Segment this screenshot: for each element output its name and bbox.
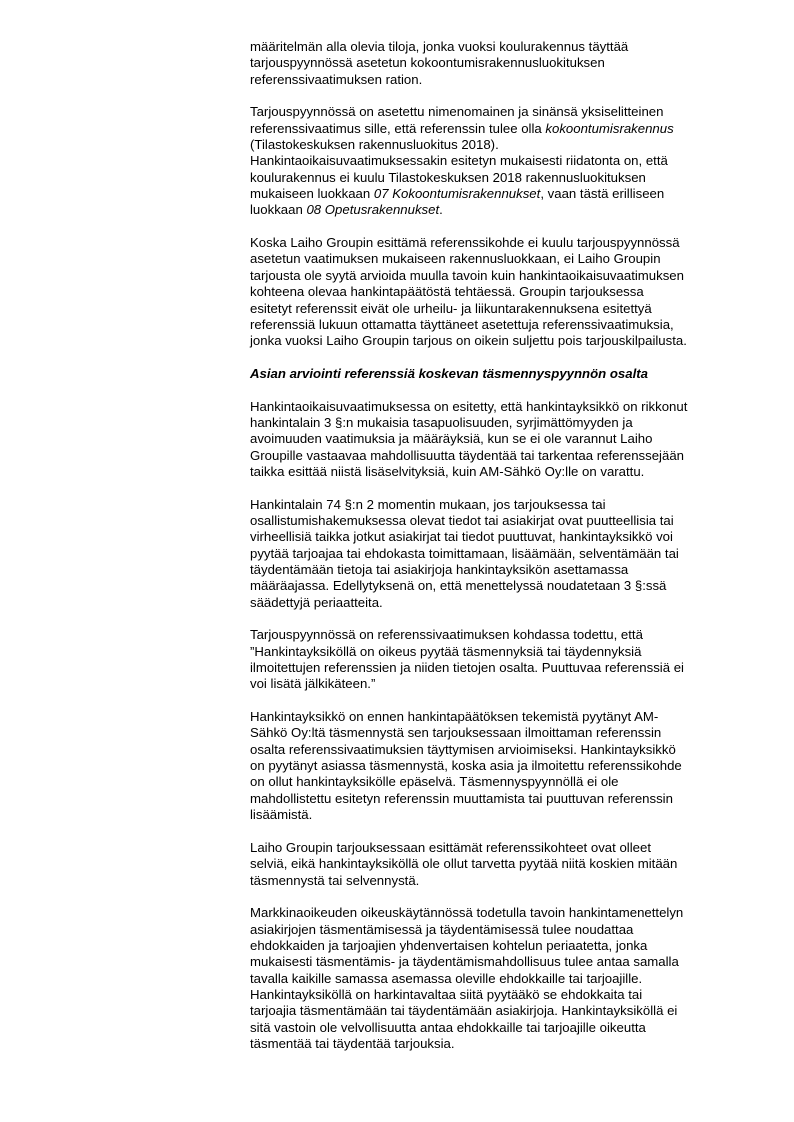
text-line: tarjouspyynnössä asetetun kokoontumisrakennusluokituksen: [250, 55, 605, 71]
text-line: [250, 186, 750, 202]
text-line: Hankintaoikaisuvaatimuksessa on esitetty, että hankintayksikkö on rikkonut: [250, 398, 688, 414]
paragraph-laiho-group-reference: [250, 235, 750, 349]
text-line: Koska Laiho Groupin esittämä referenssikohde ei kuulu tarjouspyynnössä: [250, 235, 680, 251]
text-line: referenssivaatimuksen ration.: [250, 71, 423, 87]
text-segment: referenssivaatimus sille, että referenssin tulee olla: [250, 120, 546, 136]
text-line: ilmoitettujen referenssien ja niiden tietojen osalta. Puuttuvaa referenssiä ei: [250, 660, 684, 676]
text-line: Hankintaoikaisuvaatimuksessakin esitetyn mukaisesti riidatonta on, että: [250, 153, 668, 169]
text-line: tarjoajia täsmentämään tai täydentämään asiakirjoja. Hankintayksiköllä ei: [250, 1003, 678, 1019]
emphasis-text: 07 Kokoontumisrakennukset: [373, 186, 541, 202]
document-page: [250, 39, 750, 1069]
text-line: täsmentää tai täydentää tarjouksia.: [250, 1035, 455, 1051]
paragraph-clarification-request: [250, 709, 750, 823]
paragraph-tender-quote: [250, 627, 750, 692]
text-line: ehdokkaiden ja tarjoajien yhdenvertaisen kohtelun periaatetta, jonka: [250, 937, 648, 953]
paragraph-market-court-practice: [250, 905, 750, 1052]
text-line: koulurakennus ei kuulu Tilastokeskuksen 2018 rakennusluokituksen: [250, 169, 646, 185]
text-segment: luokkaan: [250, 202, 307, 218]
text-line: ”Hankintayksiköllä on oikeus pyytää täsmennyksiä tai täydennyksiä: [250, 643, 642, 659]
text-line: avoimuuden vaatimuksia ja määräyksiä, kun se ei ole varannut Laiho: [250, 431, 653, 447]
paragraph-laiho-references-clear: [250, 840, 750, 889]
text-line: esitetyt referenssit eivät ole urheilu- ja liikuntarakennuksena esitettyä: [250, 300, 652, 316]
text-line: Tarjouspyynnössä on referenssivaatimuksen kohdassa todettu, että: [250, 627, 643, 643]
text-line: Hankintalain 74 §:n 2 momentin mukaan, jos tarjouksessa tai: [250, 496, 606, 512]
text-line: täsmennystä tai selvennystä.: [250, 872, 420, 888]
text-line: osallistumishakemuksessa olevat tiedot tai asiakirjat ovat puutteellisia tai: [250, 512, 674, 528]
text-line: lisäämistä.: [250, 807, 313, 823]
text-line: pyytää tarjoajaa tai ehdokasta toimittamaan, lisäämään, selventämään tai: [250, 545, 679, 561]
text-line: mukaisesti täsmentämis- ja täydentämismahdollisuus tulee antaa samalla: [250, 954, 679, 970]
text-line: Markkinaoikeuden oikeuskäytännössä todetulla tavoin hankintamenettelyn: [250, 905, 684, 921]
text-line: määräajassa. Edellytyksenä on, että menettelyssä noudatetaan 3 §:ssä: [250, 578, 667, 594]
text-line: kohteena olevaa hankintapäätöstä tehtäessä. Groupin tarjouksessa: [250, 284, 644, 300]
text-line: asiakirjojen täsmentämisessä ja täydentämisessä tulee noudattaa: [250, 921, 634, 937]
text-line: Hankintayksikkö on ennen hankintapäätöksen tekemistä pyytänyt AM-: [250, 709, 659, 725]
text-line: asetetun vaatimuksen mukaiseen rakennusluokkaan, ei Laiho Groupin: [250, 251, 661, 267]
text-line: [250, 202, 750, 218]
emphasis-text: 08 Opetusrakennukset: [306, 202, 440, 218]
text-line: mahdollistettu esitetyn referenssin muuttamista tai puuttuvan referenssin: [250, 790, 673, 806]
emphasis-text: kokoontumisrakennus: [545, 120, 674, 136]
text-line: on ollut hankintayksikölle epäselvä. Täsmennyspyynnöllä ei ole: [250, 774, 619, 790]
paragraph-procurement-law-74: [250, 497, 750, 611]
text-line: tarjousta ole syytä arvioida muulla tavoin kuin hankintaoikaisuvaatimuksen: [250, 267, 684, 283]
text-line: täydentämään tietoja tai asiakirjoja hankintayksikön asettamassa: [250, 562, 629, 577]
text-line: taikka esittää niistä lisäselvityksiä, kuin AM-Sähkö Oy:lle on varattu.: [250, 463, 645, 479]
section-heading: Asian arviointi referenssiä koskevan täsmennyspyynnön osalta: [250, 365, 648, 381]
text-line: säädettyjä periaatteita.: [250, 594, 383, 610]
text-segment: mukaiseen luokkaan: [250, 186, 374, 202]
text-segment: , vaan tästä erilliseen: [540, 186, 665, 202]
text-line: määritelmän alla olevia tiloja, jonka vuoksi koulurakennus täyttää: [250, 39, 629, 54]
text-line: Sähkö Oy:ltä täsmennystä sen tarjouksessaan ilmoittaman referenssin: [250, 725, 662, 741]
text-line: sitä vastoin ole velvollisuutta antaa ehdokkaille tai tarjoajille oikeutta: [250, 1019, 646, 1035]
text-line: (Tilastokeskuksen rakennusluokitus 2018).: [250, 137, 499, 153]
paragraph-classification-continuation: [250, 39, 750, 88]
text-line: Laiho Groupin tarjouksessaan esittämät referenssikohteet ovat olleet: [250, 839, 651, 855]
text-line: osalta referenssivaatimuksien täyttymisen arvioimiseksi. Hankintayksikkö: [250, 741, 676, 757]
text-line: Tarjouspyynnössä on asetettu nimenomainen ja sinänsä yksiselitteinen: [250, 104, 664, 120]
text-line: Groupille vastaavaa mahdollisuutta täydentää tai tarkentaa referenssejään: [250, 447, 684, 463]
text-line: hankintalain 3 §:n mukaisia tasapuolisuuden, syrjimättömyyden ja: [250, 414, 633, 430]
text-line: [250, 121, 750, 137]
text-line: on pyytänyt asiassa täsmennystä, koska asia ja ilmoitettu referenssikohde: [250, 758, 682, 774]
paragraph-reference-requirement: [250, 104, 750, 218]
text-line: voi lisätä jälkikäteen.”: [250, 676, 376, 692]
text-line: virheellisiä taikka jotkut asiakirjat tai tiedot puuttuvat, hankintayksikkö voi: [250, 529, 673, 545]
paragraph-complaint-claim: [250, 399, 750, 481]
text-segment: .: [439, 202, 443, 218]
text-line: referenssiä lukuun ottamatta täyttäneet asetettuja referenssivaatimuksia,: [250, 316, 674, 332]
text-line: selviä, eikä hankintayksiköllä ole ollut tarvetta pyytää niitä koskien mitään: [250, 856, 678, 872]
text-line: Hankintayksiköllä on harkintavaltaa siitä pyytääkö se ehdokkaita tai: [250, 986, 643, 1002]
text-line: tavalla kaikille samassa asemassa oleville ehdokkaille tai tarjoajille.: [250, 970, 643, 986]
text-line: jonka vuoksi Laiho Groupin tarjous on oikein suljettu pois tarjouskilpailusta.: [250, 333, 687, 349]
